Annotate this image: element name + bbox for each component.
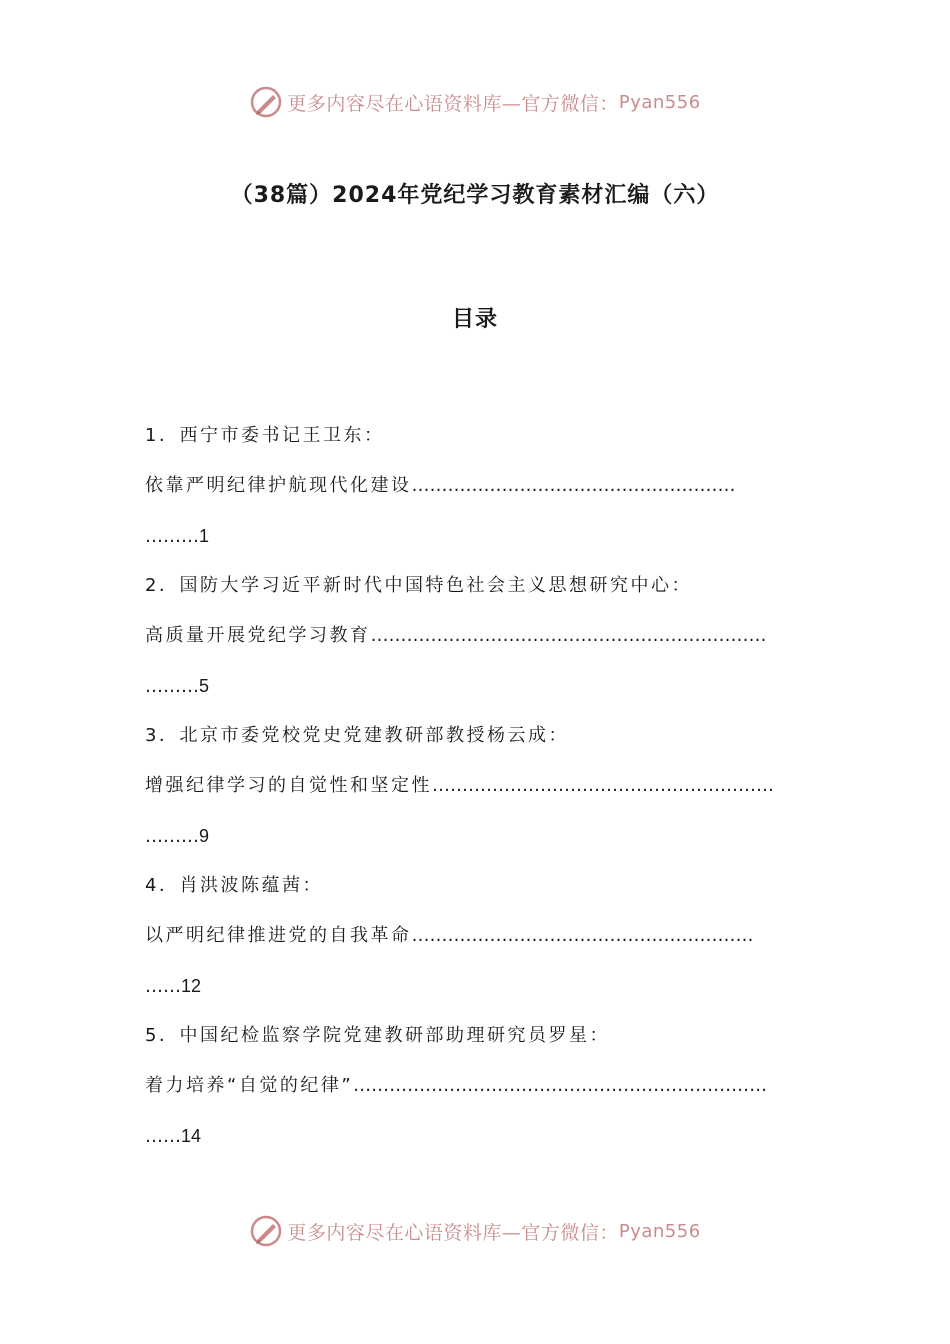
toc-entry-page-line bbox=[145, 668, 805, 718]
toc-entry-title-line bbox=[145, 618, 805, 668]
toc-entry-title-line bbox=[145, 768, 805, 818]
toc-page-number: 14 bbox=[181, 1126, 202, 1146]
toc-heading: 目录 bbox=[451, 307, 498, 332]
toc-leader-dots: ……… bbox=[145, 676, 199, 697]
toc-entry[interactable] bbox=[145, 1018, 805, 1168]
toc-page-number: 9 bbox=[199, 826, 210, 846]
toc-entry-heading: 3．北京市委党校党史党建教研部教授杨云成： bbox=[145, 725, 569, 746]
toc-leader-dots: …… bbox=[145, 976, 181, 997]
toc-entry-page-line bbox=[145, 968, 805, 1018]
toc-leader-dots: ……………………………………………… bbox=[411, 475, 736, 496]
toc-entry-heading: 4．肖洪波陈蕴茜： bbox=[145, 875, 323, 896]
toc-entry-title-line bbox=[145, 918, 805, 968]
toc-entry-title: 以严明纪律推进党的自我革命 bbox=[145, 925, 412, 946]
toc-entry[interactable] bbox=[145, 418, 805, 568]
watermark-text: 更多内容尽在心语资料库—官方微信： bbox=[287, 1221, 619, 1244]
toc-entry-title: 增强纪律学习的自觉性和坚定性 bbox=[145, 775, 432, 796]
toc-entry-title-line bbox=[145, 1068, 805, 1118]
toc-page-number: 12 bbox=[181, 976, 202, 996]
toc-entry-title-line bbox=[145, 468, 805, 518]
watermark-wechat-id: Pyan556 bbox=[618, 1220, 701, 1242]
toc-entry[interactable] bbox=[145, 568, 805, 718]
toc-entry-page-line bbox=[145, 818, 805, 868]
pen-logo-icon bbox=[249, 1214, 283, 1248]
table-of-contents bbox=[145, 418, 805, 1168]
toc-entry-heading: 2．国防大学习近平新时代中国特色社会主义思想研究中心： bbox=[145, 575, 692, 596]
toc-entry-heading: 5．中国纪检监察学院党建教研部助理研究员罗星： bbox=[145, 1025, 610, 1046]
toc-entry-page-line bbox=[145, 518, 805, 568]
toc-entry-title: 高质量开展党纪学习教育 bbox=[145, 625, 371, 646]
watermark-text: 更多内容尽在心语资料库—官方微信： bbox=[287, 92, 619, 115]
toc-leader-dots: …… bbox=[145, 1126, 181, 1147]
toc-page-number: 1 bbox=[199, 526, 210, 546]
toc-leader-dots: …………………………………………………………… bbox=[353, 1075, 768, 1096]
toc-leader-dots: ………………………………………………… bbox=[432, 775, 774, 796]
toc-entry[interactable] bbox=[145, 868, 805, 1018]
toc-entry-page-line bbox=[145, 1118, 805, 1168]
footer-watermark bbox=[0, 1211, 950, 1251]
document-title: （38篇）2024年党纪学习教育素材汇编（六） bbox=[230, 183, 720, 208]
pen-logo-icon bbox=[249, 85, 283, 119]
toc-leader-dots: ………………………………………………… bbox=[411, 925, 754, 946]
toc-page-number: 5 bbox=[199, 676, 210, 696]
toc-entry-heading: 1．西宁市委书记王卫东： bbox=[145, 425, 385, 446]
toc-entry-title: 依靠严明纪律护航现代化建设 bbox=[145, 475, 412, 496]
watermark-wechat-id: Pyan556 bbox=[618, 91, 701, 113]
toc-entry[interactable] bbox=[145, 718, 805, 868]
toc-entry-title: 着力培养“自觉的纪律” bbox=[145, 1075, 354, 1096]
toc-leader-dots: ……… bbox=[145, 526, 199, 547]
header-watermark bbox=[0, 82, 950, 122]
toc-leader-dots: ………………………………………………………… bbox=[370, 625, 767, 646]
toc-leader-dots: ……… bbox=[145, 826, 199, 847]
